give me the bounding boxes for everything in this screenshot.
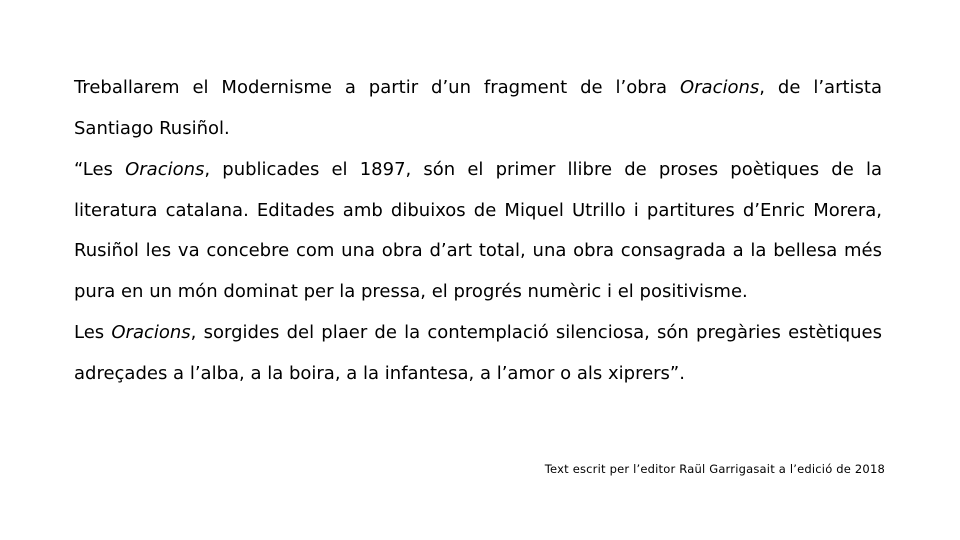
paragraph-intro bbox=[74, 68, 882, 149]
text-segment: “Les bbox=[74, 159, 126, 180]
text-segment: Treballarem el Modernisme a partir d’un fragment de l’obra bbox=[74, 77, 680, 98]
text-segment: Les bbox=[74, 322, 112, 343]
source-credit: Text escrit per l’editor Raül Garrigasait a l’edició de 2018 bbox=[544, 462, 885, 476]
paragraph-quote-1 bbox=[74, 150, 882, 312]
text-segment: , publicades el 1897, són el primer llibre de proses poètiques de la literatura catalana. Editades amb dibuixos de Miquel Utrillo i partitures d’Enric Morera, Rusiñol les va concebre com una obra d’art total, una obra consagrada a la bellesa més pura en un món dominat per la pressa, el progrés numèric i el positivisme. bbox=[74, 159, 882, 302]
book-title: Oracions bbox=[111, 322, 191, 343]
book-title: Oracions bbox=[125, 159, 205, 180]
book-title: Oracions bbox=[679, 77, 760, 98]
paragraph-quote-2 bbox=[74, 313, 882, 394]
body-text bbox=[74, 68, 882, 394]
text-segment: , de l’artista Santiago Rusiñol. bbox=[74, 77, 882, 139]
text-segment: , sorgides del plaer de la contemplació silenciosa, són pregàries estètiques adreçades a l’alba, a la boira, a la infantesa, a l’amor o als xiprers”. bbox=[74, 322, 882, 384]
